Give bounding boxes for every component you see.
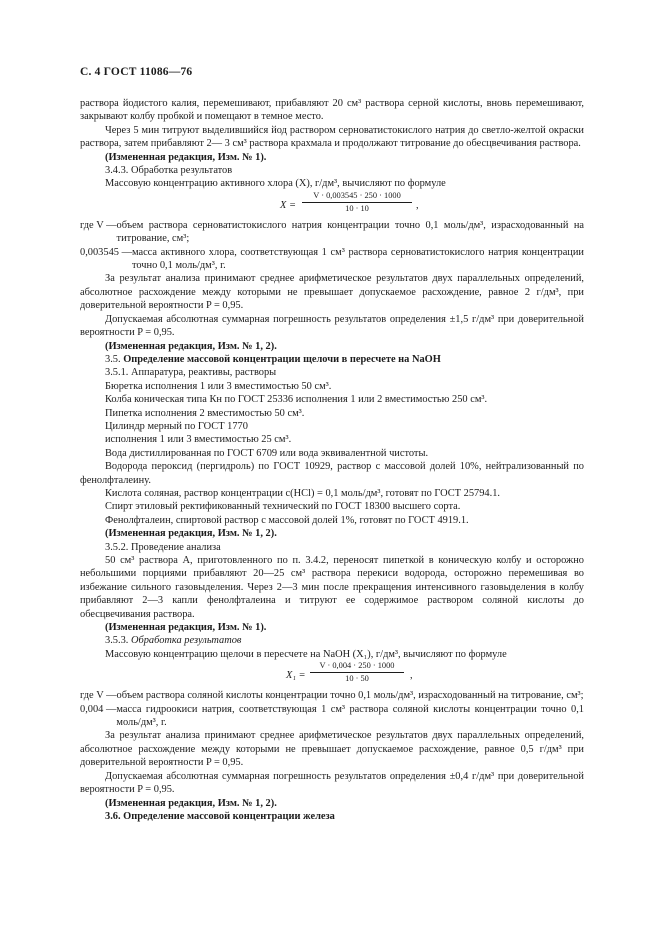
section-heading-3-5-3 [80, 634, 584, 647]
amendment-note: (Измененная редакция, Изм. № 1). [105, 151, 267, 163]
section-title: Определение массовой концентрации щелочи в пересчете на NaOH [123, 353, 441, 365]
paragraph: Через 5 мин титруют выделившийся йод раствором серноватистокислого натрия до светло-желтой окраски раствора, затем прибавляют 2— 3 см³ раствора крахмала и продолжают титрование до обесцвечивания раствора. [80, 124, 584, 150]
reagent-item: Пипетка исполнения 2 вместимостью 50 см³. [105, 407, 305, 419]
amendment-note: (Измененная редакция, Изм. № 1). [105, 622, 267, 634]
formula-tail: , [410, 670, 413, 682]
paragraph: Допускаемая абсолютная суммарная погрешность результатов определения ±0,4 г/дм³ при доверительной вероятности P = 0,95. [80, 770, 584, 796]
reagent-item: Бюретка исполнения 1 или 3 вместимостью 50 см³. [105, 380, 332, 392]
definition-term: где V — [80, 219, 117, 231]
definition-term: 0,004 — [80, 703, 117, 715]
reagent-item: исполнения 1 или 3 вместимостью 25 см³. [105, 434, 292, 446]
paragraph: раствора йодистого калия, перемешивают, прибавляют 20 см³ раствора серной кислоты, вновь перемешивают, закрывают колбу пробкой и помещают в темное место. [80, 98, 584, 123]
formula-tail: , [416, 199, 419, 211]
definition-item [80, 219, 584, 246]
definition-term: 0,003545 — [80, 246, 132, 258]
document-body [80, 97, 584, 823]
page-header: С. 4 ГОСТ 11086—76 [80, 66, 193, 78]
reagent-item: Кислота соляная, раствор концентрации c(HCl) = 0,1 моль/дм³, готовят по ГОСТ 25794.1. [105, 487, 500, 499]
definition-item [80, 689, 584, 702]
amendment-note: (Измененная редакция, Изм. № 1, 2). [105, 340, 277, 352]
formula-fraction [310, 661, 404, 684]
definition-text: объем раствора соляной кислоты концентрации точно 0,1 моль/дм³, израсходованный на титрование, см³; [116, 690, 584, 702]
formula-alkali [80, 661, 584, 689]
definition-item [80, 703, 584, 730]
formula-denominator: 10 · 50 [345, 674, 369, 684]
definition-text: объем раствора серноватистокислого натрия концентрации точно 0,1 моль/дм³, израсходованный на титрование, см³; [116, 219, 584, 245]
formula-numerator: V · 0,003545 · 250 · 1000 [302, 191, 412, 203]
formula-lhs: X₁ = [286, 670, 306, 682]
reagent-item: Вода дистиллированная по ГОСТ 6709 или вода эквивалентной чистоты. [105, 447, 429, 459]
definition-text: масса гидроокиси натрия, соответствующая 1 см³ раствора соляной кислоты концентрации точно 0,1 моль/дм³, г. [116, 703, 584, 729]
amendment-note: (Измененная редакция, Изм. № 1, 2). [105, 528, 277, 540]
reagent-item: Спирт этиловый ректификованный технический по ГОСТ 18300 высшего сорта. [105, 501, 461, 513]
formula-numerator: V · 0,004 · 250 · 1000 [310, 661, 404, 673]
reagent-item: Колба коническая типа Кн по ГОСТ 25336 исполнения 1 или 2 вместимостью 250 см³. [105, 394, 488, 406]
formula-denominator: 10 · 10 [345, 203, 369, 213]
formula-lhs: X = [280, 199, 296, 211]
paragraph: Массовую концентрацию активного хлора (X), г/дм³, вычисляют по формуле [105, 178, 446, 190]
section-number: 3.5.3. [105, 635, 129, 647]
reagent-item: Цилиндр мерный по ГОСТ 1770 [105, 420, 248, 432]
definition-item [80, 246, 584, 273]
paragraph: 50 см³ раствора А, приготовленного по п. 3.4.2, переносят пипеткой в коническую колбу и осторожно небольшими порциями прибавляют 20—25 см³ раствора перекиси водорода, осторожно перемешивая во избежание сильного газовыделения. Через 2—3 мин после прекращения интенсивного газовыделения в колбу прибавляют 2—3 капли фенолфталеина и титруют ее содержимое раствором соляной кислоты до обесцвечивания раствора. [80, 555, 584, 620]
reagent-item: Фенолфталеин, спиртовой раствор с массовой долей 1%, готовят по ГОСТ 4919.1. [105, 514, 469, 526]
paragraph: Допускаемая абсолютная суммарная погрешность результатов определения ±1,5 г/дм³ при доверительной вероятности P = 0,95. [80, 313, 584, 339]
section-heading-3-6: 3.6. Определение массовой концентрации железа [105, 810, 335, 822]
amendment-note: (Измененная редакция, Изм. № 1, 2). [105, 797, 277, 809]
formula-active-chlorine [80, 191, 584, 219]
section-heading-3-4-3: 3.4.3. Обработка результатов [105, 165, 233, 177]
section-heading-3-5-1: 3.5.1. Аппаратура, реактивы, растворы [105, 367, 277, 379]
definition-term: где V — [80, 690, 117, 702]
paragraph: Массовую концентрацию щелочи в пересчете на NaOH (X₁), г/дм³, вычисляют по формуле [105, 648, 507, 660]
definition-text: масса активного хлора, соответствующая 1 см³ раствора серноватистокислого натрия концентрации точно 0,1 моль/дм³, г. [131, 246, 584, 272]
reagent-item: Водорода пероксид (пергидроль) по ГОСТ 10929, раствор с массовой долей 10%, нейтрализованный по фенолфталеину. [80, 461, 584, 486]
paragraph: За результат анализа принимают среднее арифметическое результатов двух параллельных определений, абсолютное расхождение между которыми не превышает допускаемое расхождение, равное 0,5 г/дм³ при доверительной вероятности P = 0,95. [80, 730, 584, 769]
section-title: Обработка результатов [131, 635, 242, 647]
section-heading-3-5-2: 3.5.2. Проведение анализа [105, 541, 221, 553]
section-number: 3.5. [105, 353, 121, 365]
paragraph: За результат анализа принимают среднее арифметическое результатов двух параллельных определений, абсолютное расхождение между которыми не превышает допускаемое расхождение, равное 2 г/дм³, при доверительной вероятности P = 0,95. [80, 273, 584, 312]
formula-fraction [302, 191, 412, 214]
section-heading-3-5 [80, 353, 584, 366]
